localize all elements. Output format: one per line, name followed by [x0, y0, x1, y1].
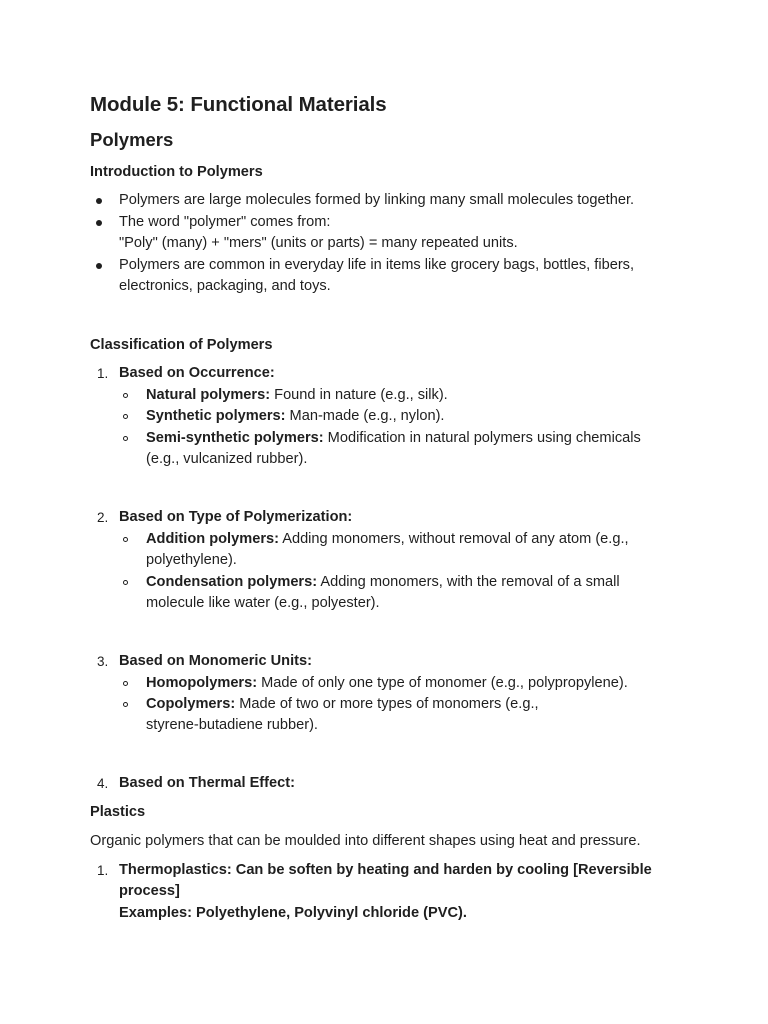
copolymers-item: Copolymers: Made of two or more types of monomers (e.g., — [146, 696, 539, 712]
thermoplastics-line-2: process] — [119, 883, 180, 899]
bullet-icon — [96, 198, 102, 204]
circle-bullet-icon — [123, 580, 128, 585]
plastics-description: Organic polymers that can be moulded into different shapes using heat and pressure. — [90, 833, 641, 849]
list-number: 3. — [97, 654, 109, 669]
copolymers-line-2: styrene-butadiene rubber). — [146, 717, 318, 733]
circle-bullet-icon — [123, 681, 128, 686]
addition-polymers-item: Addition polymers: Adding monomers, without removal of any atom (e.g., — [146, 531, 629, 547]
intro-bullet-2-line-1: The word "polymer" comes from: — [119, 214, 331, 230]
thermal-effect-title: Based on Thermal Effect: — [119, 775, 295, 791]
classification-heading: Classification of Polymers — [90, 337, 273, 353]
list-number: 2. — [97, 510, 109, 525]
list-number: 4. — [97, 776, 109, 791]
bullet-icon — [96, 263, 102, 269]
intro-bullet-3-line-1: Polymers are common in everyday life in items like grocery bags, bottles, fibers, — [119, 257, 635, 273]
occurrence-title: Based on Occurrence: — [119, 365, 275, 381]
natural-polymers-item: Natural polymers: Found in nature (e.g., silk). — [146, 387, 448, 403]
list-number: 1. — [97, 863, 109, 878]
circle-bullet-icon — [123, 414, 128, 419]
condensation-polymers-item: Condensation polymers: Adding monomers, with the removal of a small — [146, 574, 620, 590]
circle-bullet-icon — [123, 393, 128, 398]
addition-polymers-line-2: polyethylene). — [146, 552, 237, 568]
thermoplastics-examples: Examples: Polyethylene, Polyvinyl chloride (PVC). — [119, 905, 467, 921]
intro-bullet-3-line-2: electronics, packaging, and toys. — [119, 278, 331, 294]
bullet-icon — [96, 220, 102, 226]
intro-bullet-2-line-2: "Poly" (many) + "mers" (units or parts) = many repeated units. — [119, 235, 518, 251]
intro-heading: Introduction to Polymers — [90, 164, 263, 180]
circle-bullet-icon — [123, 537, 128, 542]
circle-bullet-icon — [123, 436, 128, 441]
thermoplastics-line-1: Thermoplastics: Can be soften by heating and harden by cooling [Reversible — [119, 862, 652, 878]
condensation-polymers-line-2: molecule like water (e.g., polyester). — [146, 595, 380, 611]
intro-bullet-1: Polymers are large molecules formed by linking many small molecules together. — [119, 192, 635, 208]
section-title: Polymers — [90, 129, 174, 150]
polymerization-title: Based on Type of Polymerization: — [119, 509, 353, 525]
circle-bullet-icon — [123, 702, 128, 707]
plastics-heading: Plastics — [90, 804, 146, 820]
list-number: 1. — [97, 366, 109, 381]
synthetic-polymers-item: Synthetic polymers: Man-made (e.g., nylon). — [146, 408, 445, 424]
monomeric-units-title: Based on Monomeric Units: — [119, 653, 312, 669]
module-title: Module 5: Functional Materials — [90, 93, 387, 116]
semi-synthetic-polymers-item: Semi-synthetic polymers: Modification in natural polymers using chemicals — [146, 430, 641, 446]
homopolymers-item: Homopolymers: Made of only one type of monomer (e.g., polypropylene). — [146, 675, 628, 691]
semi-synthetic-polymers-line-2: (e.g., vulcanized rubber). — [146, 451, 308, 467]
